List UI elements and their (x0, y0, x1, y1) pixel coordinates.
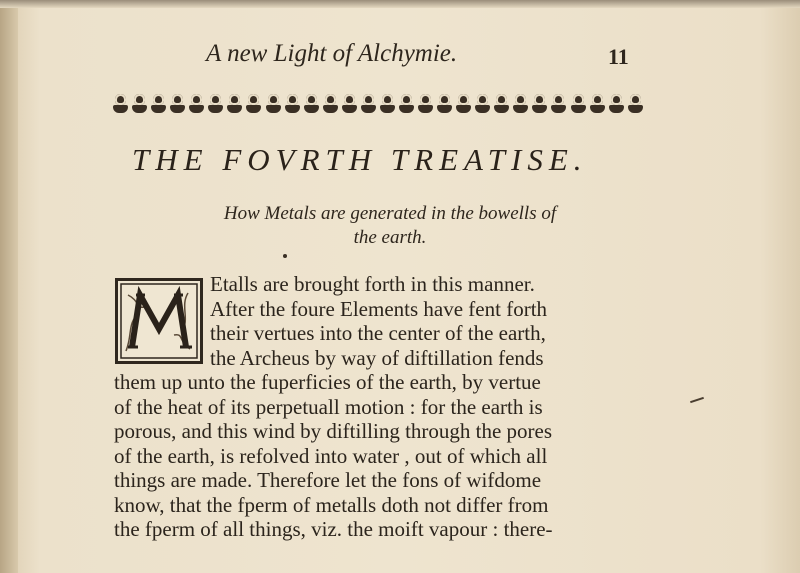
ornamental-border (113, 92, 643, 116)
fleuron-icon (189, 94, 204, 114)
fleuron-icon (285, 94, 300, 114)
fleuron-icon (437, 94, 452, 114)
fleuron-icon (208, 94, 223, 114)
fleuron-icon (399, 94, 414, 114)
fleuron-icon (494, 94, 509, 114)
chapter-title: THE FOVRTH TREATISE. (132, 142, 588, 177)
text-line: the Archeus by way of diftillation fends (210, 345, 544, 370)
text-line: them up unto the fuperficies of the earth, by vertue (114, 370, 541, 394)
fleuron-icon (170, 94, 185, 114)
margin-mark (690, 397, 704, 403)
fleuron-icon (304, 94, 319, 114)
fleuron-icon (551, 94, 566, 114)
fleuron-icon (571, 94, 586, 114)
fleuron-icon (590, 94, 605, 114)
page-top-edge (0, 0, 800, 8)
text-line: things are made. Therefore let the fons of wifdome (114, 468, 542, 492)
text-line: of the earth, is refolved into water , out of which all (114, 443, 548, 468)
running-header: A new Light of Alchymie. (206, 40, 458, 67)
fleuron-icon (475, 94, 490, 114)
fleuron-icon (628, 94, 643, 114)
fleuron-icon (456, 94, 471, 114)
text-line: of the heat of its perpetuall motion : for the earth is (114, 394, 543, 419)
text-line: After the foure Elements have fent forth (210, 296, 548, 321)
printer-mark (283, 254, 287, 258)
page-gutter (0, 0, 18, 573)
fleuron-icon (609, 94, 624, 114)
fleuron-icon (342, 94, 357, 114)
fleuron-icon (361, 94, 376, 114)
body-text (114, 272, 644, 542)
fleuron-icon (380, 94, 395, 114)
fleuron-icon (418, 94, 433, 114)
fleuron-icon (151, 94, 166, 114)
fleuron-icon (266, 94, 281, 114)
fleuron-icon (323, 94, 338, 114)
text-line: Etalls are brought forth in this manner. (210, 272, 535, 296)
page-number: 11 (608, 44, 629, 69)
fleuron-icon (532, 94, 547, 114)
text-line: know, that the fperm of metalls doth not differ from (114, 492, 549, 517)
fleuron-icon (227, 94, 242, 114)
fleuron-icon (513, 94, 528, 114)
text-line: the fperm of all things, viz. the moift vapour : there- (114, 517, 553, 541)
fleuron-icon (246, 94, 261, 114)
subtitle-line: How Metals are generated in the bowells of (223, 203, 557, 224)
fleuron-icon (132, 94, 147, 114)
text-line: porous, and this wind by diftilling through the pores (114, 419, 553, 443)
subtitle-line: the earth. (353, 227, 427, 248)
chapter-subtitle (175, 202, 605, 250)
text-line: their vertues into the center of the earth, (210, 321, 546, 345)
fleuron-icon (113, 94, 128, 114)
